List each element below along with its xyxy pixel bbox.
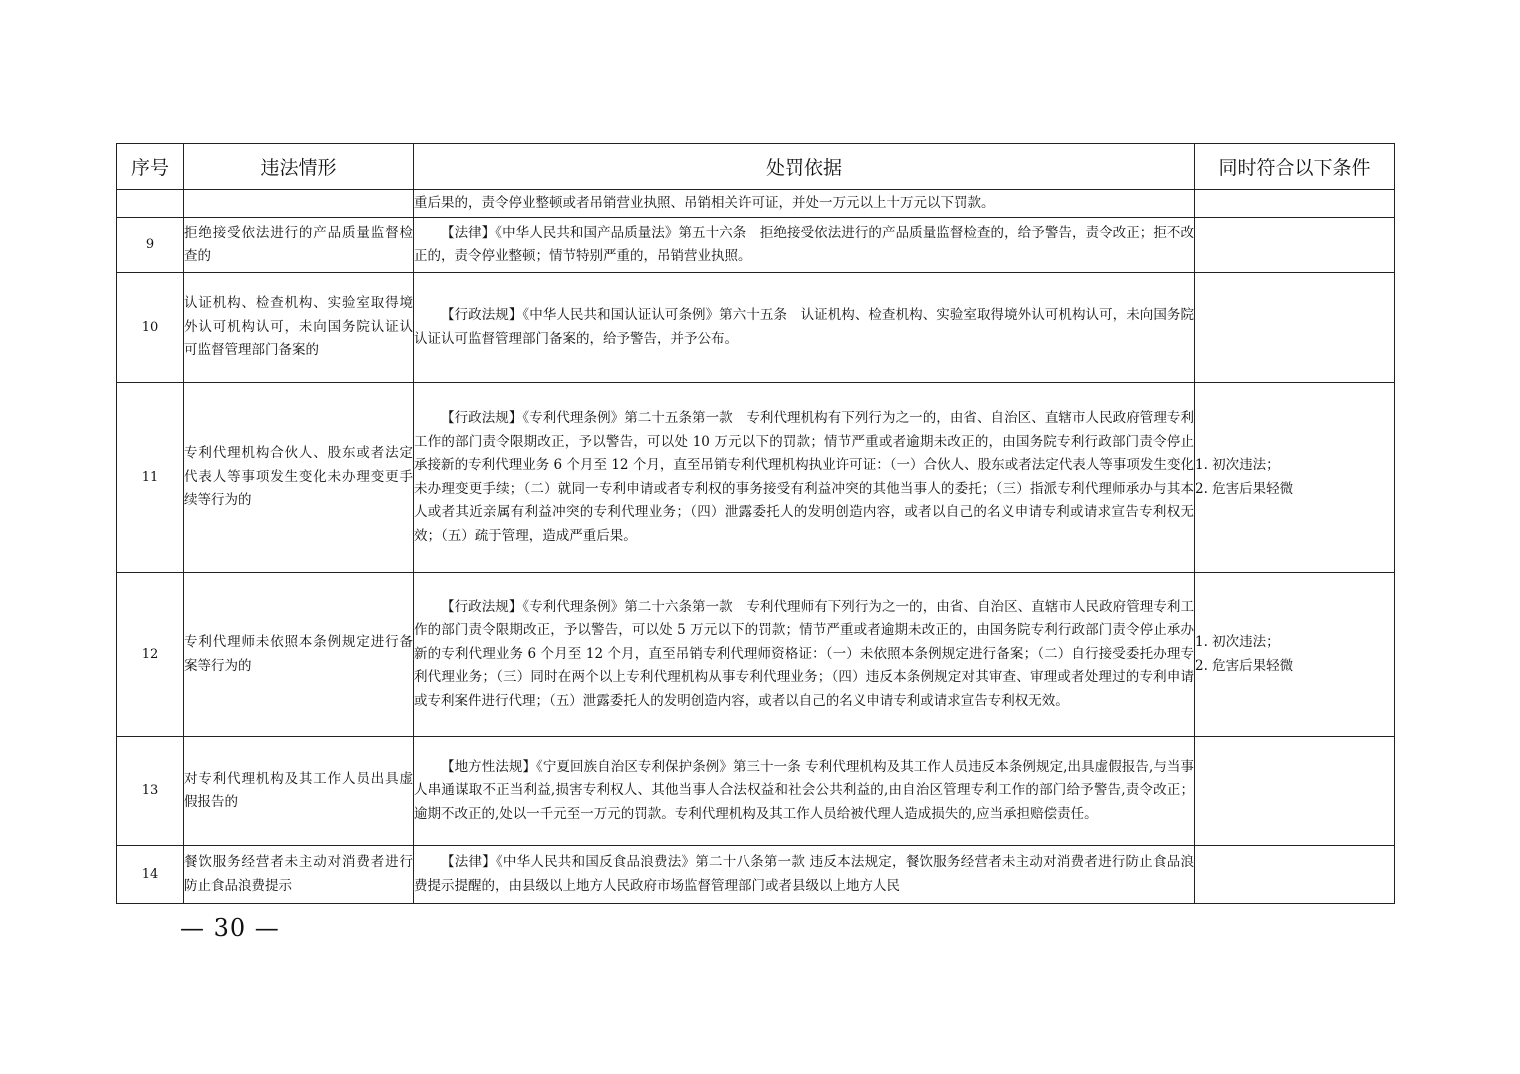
header-violation: 违法情形 [184, 144, 414, 190]
row-basis [414, 218, 1195, 273]
condition-first-offense: 1. 初次违法； [1195, 457, 1280, 473]
row-violation: 专利代理机构合伙人、股东或者法定代表人等事项发生变化未办理变更手续等行为的 [184, 383, 414, 573]
row-conditions [1195, 573, 1395, 737]
table-row [117, 383, 1395, 573]
table-row [117, 573, 1395, 737]
row-conditions [1195, 846, 1395, 904]
row-conditions [1195, 383, 1395, 573]
condition-minor-harm: 2. 危害后果轻微 [1195, 657, 1294, 674]
table-header-row [117, 144, 1395, 190]
row-violation: 对专利代理机构及其工作人员出具虚假报告的 [184, 737, 414, 846]
table-row [117, 273, 1395, 383]
row-conditions [1195, 190, 1395, 218]
penalty-table [116, 143, 1395, 904]
row-seq: 9 [117, 218, 184, 273]
table-row [117, 190, 1395, 218]
condition-minor-harm: 2. 危害后果轻微 [1195, 480, 1294, 497]
condition-first-offense: 1. 初次违法； [1195, 634, 1280, 650]
row-violation: 拒绝接受依法进行的产品质量监督检查的 [184, 218, 414, 273]
row-conditions [1195, 273, 1395, 383]
row-basis-text: 【行政法规】《专利代理条例》第二十五条第一款 专利代理机构有下列行为之一的，由省、自治区、直辖市人民政府管理专利工作的部门责令限期改正，予以警告，可以处 10 万元以下的罚款；情节严重或者逾期未改正的，由国务院专利行政部门责令停止承接新的专利代理业务 6 个月至 12 个月，直至吊销专利代理机构执业许可证：（一）合伙人、股东或者法定代表人等事项发生变化未办理变更手续；（二）就同一专利申请或者专利权的事务接受有利益冲突的其他当事人的委托；（三）指派专利代理师承办与其本人或者其近亲属有利益冲突的专利代理业务；（四）泄露委托人的发明创造内容，或者以自己的名义申请专利或请求宣告专利权无效；（五）疏于管理，造成严重后果。 [414, 410, 1194, 544]
header-seq: 序号 [117, 144, 184, 190]
row-violation: 认证机构、检查机构、实验室取得境外认可机构认可，未向国务院认证认可监督管理部门备案的 [184, 273, 414, 383]
row-basis [414, 190, 1195, 218]
row-seq: 13 [117, 737, 184, 846]
row-conditions [1195, 218, 1395, 273]
row-violation [184, 190, 414, 218]
row-seq: 10 [117, 273, 184, 383]
header-conditions: 同时符合以下条件 [1195, 144, 1395, 190]
row-basis-text: 【法律】《中华人民共和国反食品浪费法》第二十八条第一款 违反本法规定，餐饮服务经营者未主动对消费者进行防止食品浪费提示提醒的，由县级以上地方人民政府市场监督管理部门或者县级以上地方人民 [414, 854, 1194, 894]
row-basis-text: 【行政法规】《中华人民共和国认证认可条例》第六十五条 认证机构、检查机构、实验室取得境外认可机构认可，未向国务院认证认可监督管理部门备案的，给予警告，并予公布。 [414, 307, 1194, 347]
row-seq: 14 [117, 846, 184, 904]
row-basis [414, 273, 1195, 383]
row-seq: 12 [117, 573, 184, 737]
row-basis-text: 【法律】《中华人民共和国产品质量法》第五十六条 拒绝接受依法进行的产品质量监督检查的，给予警告，责令改正；拒不改正的，责令停业整顿；情节特别严重的，吊销营业执照。 [414, 224, 1194, 264]
table-row [117, 846, 1395, 904]
row-basis-text: 【地方性法规】《宁夏回族自治区专利保护条例》第三十一条 专利代理机构及其工作人员违反本条例规定,出具虚假报告,与当事人串通谋取不正当利益,损害专利权人、其他当事人合法权益和社会公共利益的,由自治区管理专利工作的部门给予警告,责令改正；逾期不改正的,处以一千元至一万元的罚款。专利代理机构及其工作人员给被代理人造成损失的,应当承担赔偿责任。 [414, 758, 1194, 822]
row-basis [414, 573, 1195, 737]
row-basis [414, 737, 1195, 846]
row-seq [117, 190, 184, 218]
row-basis [414, 846, 1195, 904]
table-row [117, 737, 1395, 846]
row-conditions [1195, 737, 1395, 846]
row-seq: 11 [117, 383, 184, 573]
row-basis [414, 383, 1195, 573]
table-row [117, 218, 1395, 273]
row-basis-text: 【行政法规】《专利代理条例》第二十六条第一款 专利代理师有下列行为之一的，由省、自治区、直辖市人民政府管理专利工作的部门责令限期改正，予以警告，可以处 5 万元以下的罚款；情节严重或者逾期未改正的，由国务院专利行政部门责令停止承办新的专利代理业务 6 个月至 12 个月，直至吊销专利代理师资格证：（一）未依照本条例规定进行备案；（二）自行接受委托办理专利代理业务；（三）同时在两个以上专利代理机构从事专利代理业务；（四）违反本条例规定对其审查、审理或者处理过的专利申请或专利案件进行代理；（五）泄露委托人的发明创造内容，或者以自己的名义申请专利或请求宣告专利权无效。 [414, 598, 1194, 709]
header-basis: 处罚依据 [414, 144, 1195, 190]
row-violation: 餐饮服务经营者未主动对消费者进行防止食品浪费提示 [184, 846, 414, 904]
row-basis-text: 重后果的，责令停业整顿或者吊销营业执照、吊销相关许可证，并处一万元以上十万元以下罚款。 [414, 194, 995, 211]
row-violation: 专利代理师未依照本条例规定进行备案等行为的 [184, 573, 414, 737]
page-number: — 30 — [180, 914, 280, 942]
